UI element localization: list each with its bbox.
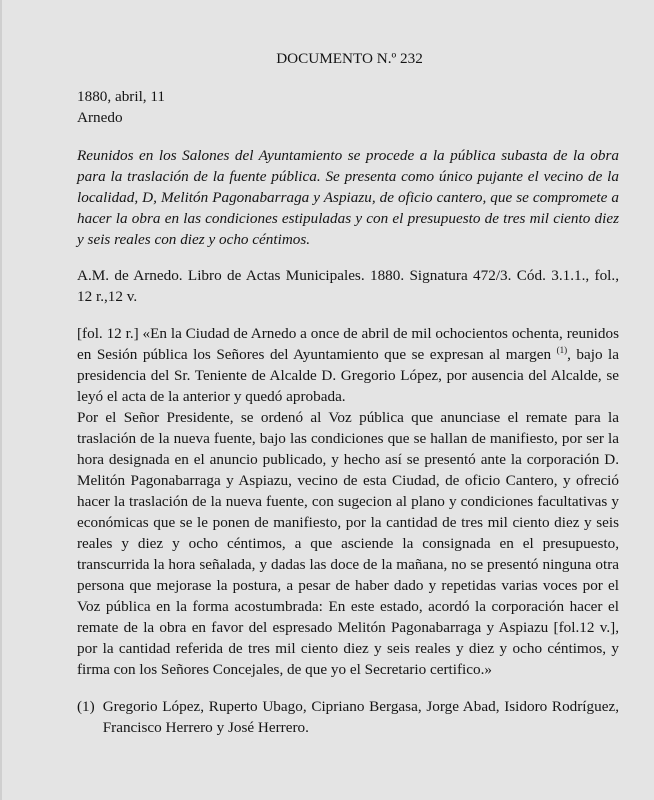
- footnote-text: Gregorio López, Ruperto Ubago, Cipriano Bergasa, Jorge Abad, Isidoro Rodríguez, Francisco Herrero y José Herrero.: [102, 698, 619, 736]
- archival-source: A.M. de Arnedo. Libro de Actas Municipales. 1880. Signatura 472/3. Cód. 3.1.1., fol., 12 r.,12 v.: [77, 267, 619, 305]
- footnotes-list: [77, 696, 619, 738]
- document-content: [77, 48, 619, 738]
- paragraph-1-text-end: , bajo la presidencia del Sr. Teniente de Alcalde D. Gregorio López, por ausencia del Alcalde, se leyó el acta de la anterior y quedó aprobada.: [77, 346, 620, 405]
- paragraph-1-text-start: [fol. 12 r.] «En la Ciudad de Arnedo a once de abril de mil ochocientos ochenta, reunidos en Sesión pública los Señores del Ayuntamiento que se expresan al margen: [77, 325, 619, 363]
- transcription-paragraph-2: Por el Señor Presidente, se ordenó al Voz pública que anunciase el remate para la traslación de la nueva fuente, bajo las condiciones que se hallan de manifiesto, por ser la hora designada en el anuncio publicado, y hecho así se presentó ante la corporación D. Melitón Pagonabarraga y Aspiazu, vecino de esta Ciudad, de oficio Cantero, y ofreció hacer la traslación de la nueva fuente, con sugecion al plano y condiciones facultativas y económicas que se le ponen de manifiesto, por la cantidad de tres mil ciento diez y seis reales y diez y ocho céntimos, a que asciende la consignada en el presupuesto, transcurrida la hora señalada, y dadas las doce de la mañana, no se presentó ninguna otra persona que mejorase la postura, a pesar de haber dado y repetidas varias voces por el Voz pública en la forma acostumbrada: En este estado, acordó la corporación hacer el remate de la obra en favor del espresado Melitón Pagonabarraga y Aspiazu [fol.12 v.], por la cantidad referida de tres mil ciento diez y seis reales y diez y ocho céntimos, y firma con los Señores Concejales, de que yo el Secretario certifico.»: [77, 409, 619, 678]
- transcription-body: [77, 323, 619, 680]
- footnote-marker: (1): [77, 698, 95, 715]
- footnote-reference: (1): [556, 345, 568, 355]
- document-title: DOCUMENTO N.º 232: [276, 50, 423, 67]
- footnote-item: [77, 696, 619, 738]
- document-summary: Reunidos en los Salones del Ayuntamiento se procede a la pública subasta de la obra para la traslación de la fuente pública. Se presenta como único pujante el vecino de la localidad, D, Melitón Pagonabarraga y Aspiazu, de oficio cantero, que se compromete a hacer la obra en las condiciones estipuladas y con el presupuesto de tres mil ciento diez y seis reales con diez y ocho céntimos.: [77, 147, 619, 248]
- transcription-paragraph-1: [77, 323, 619, 407]
- document-place: Arnedo: [77, 109, 123, 126]
- document-date: 1880, abril, 11: [77, 88, 166, 105]
